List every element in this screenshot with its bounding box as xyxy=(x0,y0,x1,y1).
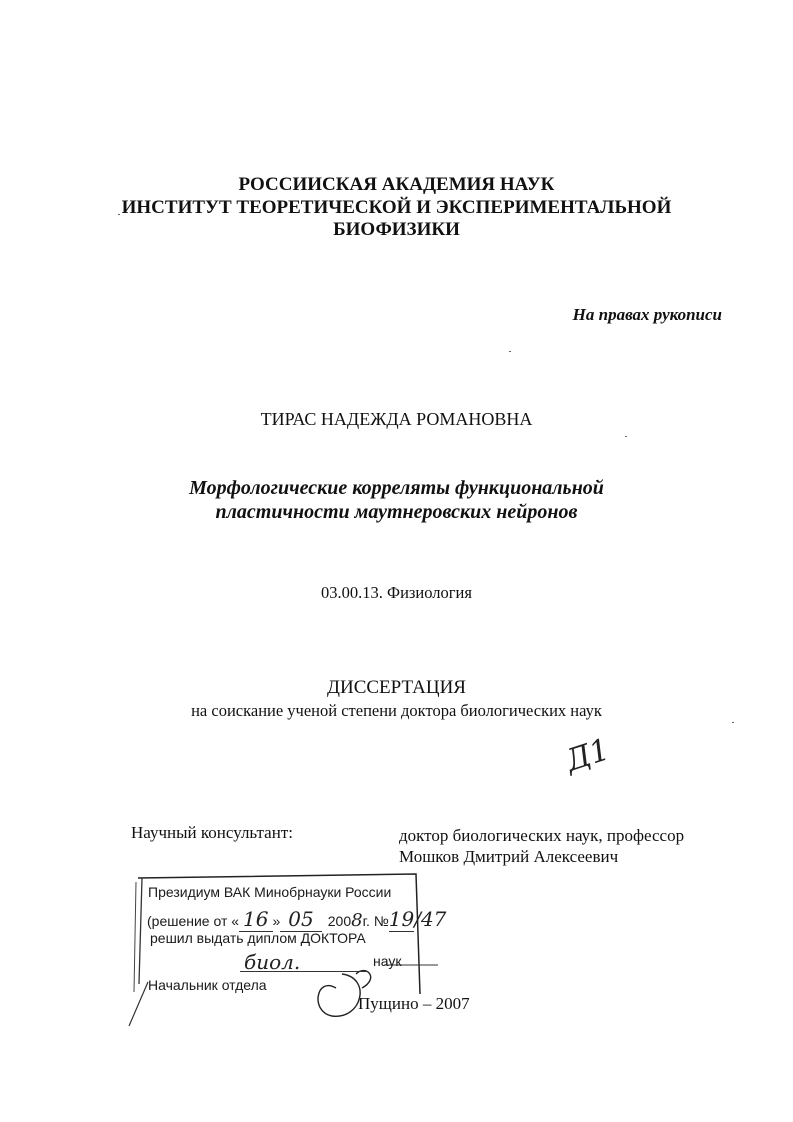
stamp-number: 19 xyxy=(388,907,415,931)
dissertation-title-line1: Морфологические корреляты функциональной xyxy=(189,477,604,499)
document-type: ДИССЕРТАЦИЯ xyxy=(327,677,466,698)
dissertation-title-line2: пластичности маутнеровских нейронов xyxy=(215,501,578,523)
stamp-year-prefix: 200 xyxy=(327,913,352,929)
consultant-name: Мошков Дмитрий Алексеевич xyxy=(399,847,619,866)
stamp-line3: решил выдать диплом ДОКТОРА xyxy=(150,930,366,946)
institute-name: ИНСТИТУТ ТЕОРЕТИЧЕСКОЙ И ЭКСПЕРИМЕНТАЛЬНОЙ xyxy=(121,197,672,218)
stamp-year-digit: 8 xyxy=(351,910,363,931)
consultant-degree: доктор биологических наук, профессор xyxy=(399,826,685,845)
scan-speck xyxy=(118,214,120,215)
stamp-year-suffix: г. № xyxy=(362,913,389,929)
manuscript-rights-note: На правах рукописи xyxy=(572,305,722,324)
stamp-decision-line xyxy=(147,907,446,931)
degree-purpose: на соискание ученой степени доктора биологических наук xyxy=(191,701,602,720)
stamp-field-underline xyxy=(240,950,368,972)
stamp-month: 05 xyxy=(280,907,321,932)
stamp-month-sep: » xyxy=(272,913,281,929)
stamp-day: 16 xyxy=(239,907,272,932)
stamp-field: биол. xyxy=(244,950,301,974)
stamp-decision-prefix: (решение от « xyxy=(147,913,240,929)
handwritten-mark: Д1 xyxy=(561,732,614,779)
author-name: ТИРАС НАДЕЖДА РОМАНОВНА xyxy=(260,409,533,429)
scan-speck xyxy=(625,436,627,437)
stamp-line1: Президиум ВАК Минобрнауки России xyxy=(148,884,392,900)
stamp-number-suffix: /47 xyxy=(414,907,447,931)
organization-name: РОССИИСКАЯ АКАДЕМИЯ НАУК xyxy=(238,174,555,195)
signature-scribble xyxy=(318,971,371,1017)
institute-name-cont: БИОФИЗИКИ xyxy=(333,219,460,240)
stamp-line5: Начальник отдела xyxy=(148,977,267,993)
consultant-label: Научный консультант: xyxy=(131,823,293,842)
place-and-year: Пущино – 2007 xyxy=(358,994,470,1013)
scan-speck xyxy=(732,722,734,723)
scan-speck xyxy=(509,351,511,352)
specialty-code: 03.00.13. Физиология xyxy=(321,583,472,602)
stamp-field-suffix: наук xyxy=(373,953,402,969)
